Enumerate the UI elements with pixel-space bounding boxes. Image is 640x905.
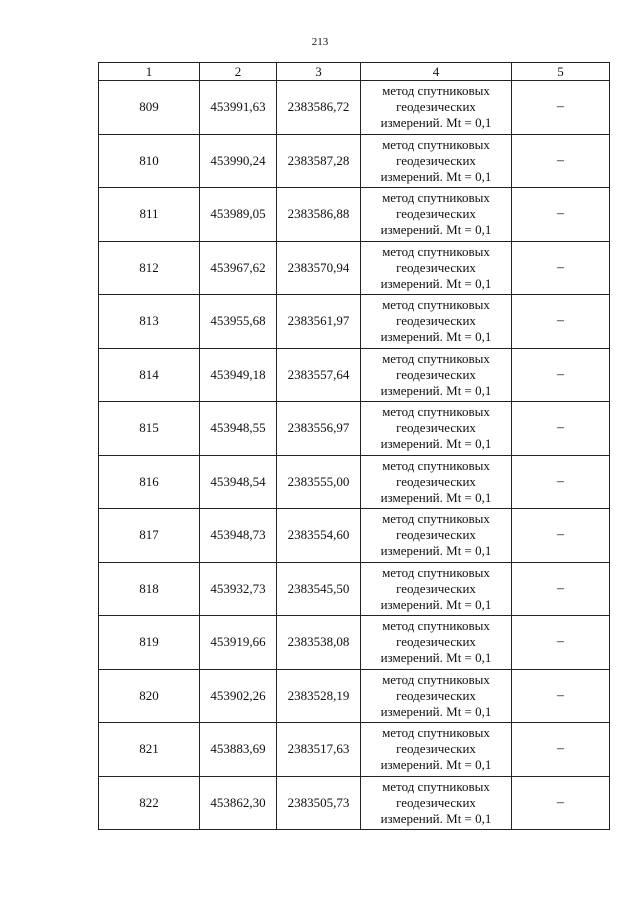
note-cell: –: [512, 348, 610, 402]
table-row: [99, 81, 610, 135]
x-coordinate-cell: 453862,30: [200, 776, 277, 830]
point-number-cell: 815: [99, 402, 200, 456]
method-cell: [361, 616, 512, 670]
y-coordinate-cell: 2383528,19: [277, 669, 361, 723]
method-line: измерений. Mt = 0,1: [380, 329, 492, 345]
y-coordinate-cell: 2383556,97: [277, 402, 361, 456]
point-number-cell: 816: [99, 455, 200, 509]
y-coordinate-cell: 2383538,08: [277, 616, 361, 670]
table-row: [99, 188, 610, 242]
table-row: [99, 723, 610, 777]
note-cell: –: [512, 616, 610, 670]
method-cell: [361, 562, 512, 616]
x-coordinate-cell: 453989,05: [200, 188, 277, 242]
method-line: метод спутниковых: [382, 297, 490, 313]
note-cell: –: [512, 455, 610, 509]
y-coordinate-cell: 2383517,63: [277, 723, 361, 777]
method-line: метод спутниковых: [382, 511, 490, 527]
column-header-4: 4: [361, 63, 512, 81]
method-line: измерений. Mt = 0,1: [380, 810, 492, 826]
table-row: [99, 402, 610, 456]
method-line: измерений. Mt = 0,1: [380, 275, 492, 291]
method-line: геодезических: [396, 687, 476, 703]
method-line: метод спутниковых: [382, 564, 490, 580]
table-row: [99, 616, 610, 670]
point-number-cell: 818: [99, 562, 200, 616]
column-header-1: 1: [99, 63, 200, 81]
note-cell: –: [512, 776, 610, 830]
method-line: геодезических: [396, 527, 476, 543]
table-row: [99, 509, 610, 563]
method-cell: [361, 348, 512, 402]
method-line: измерений. Mt = 0,1: [380, 703, 492, 719]
method-line: метод спутниковых: [382, 190, 490, 206]
method-line: метод спутниковых: [382, 618, 490, 634]
note-cell: –: [512, 295, 610, 349]
method-cell: [361, 188, 512, 242]
method-line: измерений. Mt = 0,1: [380, 757, 492, 773]
method-line: измерений. Mt = 0,1: [380, 543, 492, 559]
method-cell: [361, 455, 512, 509]
method-line: геодезических: [396, 794, 476, 810]
point-number-cell: 813: [99, 295, 200, 349]
method-line: геодезических: [396, 313, 476, 329]
point-number-cell: 820: [99, 669, 200, 723]
point-number-cell: 817: [99, 509, 200, 563]
method-line: геодезических: [396, 473, 476, 489]
method-line: геодезических: [396, 634, 476, 650]
y-coordinate-cell: 2383555,00: [277, 455, 361, 509]
y-coordinate-cell: 2383557,64: [277, 348, 361, 402]
method-line: измерений. Mt = 0,1: [380, 436, 492, 452]
method-line: измерений. Mt = 0,1: [380, 382, 492, 398]
method-line: метод спутниковых: [382, 671, 490, 687]
method-line: измерений. Mt = 0,1: [380, 168, 492, 184]
method-line: метод спутниковых: [382, 778, 490, 794]
page-number: 213: [311, 36, 329, 48]
column-header-2: 2: [200, 63, 277, 81]
method-line: измерений. Mt = 0,1: [380, 115, 492, 131]
x-coordinate-cell: 453919,66: [200, 616, 277, 670]
x-coordinate-cell: 453949,18: [200, 348, 277, 402]
point-number-cell: 822: [99, 776, 200, 830]
y-coordinate-cell: 2383570,94: [277, 241, 361, 295]
table-header-row: [99, 63, 610, 81]
point-number-cell: 809: [99, 81, 200, 135]
x-coordinate-cell: 453955,68: [200, 295, 277, 349]
note-cell: –: [512, 723, 610, 777]
method-line: метод спутниковых: [382, 83, 490, 99]
method-cell: [361, 669, 512, 723]
method-cell: [361, 81, 512, 135]
method-line: измерений. Mt = 0,1: [380, 596, 492, 612]
method-line: геодезических: [396, 420, 476, 436]
table-row: [99, 455, 610, 509]
method-line: измерений. Mt = 0,1: [380, 650, 492, 666]
method-line: геодезических: [396, 259, 476, 275]
x-coordinate-cell: 453991,63: [200, 81, 277, 135]
method-line: измерений. Mt = 0,1: [380, 489, 492, 505]
note-cell: –: [512, 402, 610, 456]
method-cell: [361, 134, 512, 188]
y-coordinate-cell: 2383554,60: [277, 509, 361, 563]
method-cell: [361, 509, 512, 563]
point-number-cell: 810: [99, 134, 200, 188]
x-coordinate-cell: 453967,62: [200, 241, 277, 295]
x-coordinate-cell: 453932,73: [200, 562, 277, 616]
coordinates-table: [98, 62, 610, 830]
y-coordinate-cell: 2383587,28: [277, 134, 361, 188]
note-cell: –: [512, 562, 610, 616]
method-line: метод спутниковых: [382, 457, 490, 473]
table-row: [99, 776, 610, 830]
method-cell: [361, 241, 512, 295]
method-cell: [361, 776, 512, 830]
note-cell: –: [512, 134, 610, 188]
y-coordinate-cell: 2383561,97: [277, 295, 361, 349]
table-row: [99, 295, 610, 349]
x-coordinate-cell: 453902,26: [200, 669, 277, 723]
method-line: измерений. Mt = 0,1: [380, 222, 492, 238]
x-coordinate-cell: 453948,54: [200, 455, 277, 509]
method-line: геодезических: [396, 99, 476, 115]
method-line: геодезических: [396, 206, 476, 222]
y-coordinate-cell: 2383586,72: [277, 81, 361, 135]
note-cell: –: [512, 188, 610, 242]
x-coordinate-cell: 453948,55: [200, 402, 277, 456]
method-cell: [361, 723, 512, 777]
column-header-5: 5: [512, 63, 610, 81]
point-number-cell: 814: [99, 348, 200, 402]
note-cell: –: [512, 669, 610, 723]
method-line: метод спутниковых: [382, 350, 490, 366]
y-coordinate-cell: 2383586,88: [277, 188, 361, 242]
table-row: [99, 134, 610, 188]
note-cell: –: [512, 509, 610, 563]
note-cell: –: [512, 241, 610, 295]
table-row: [99, 241, 610, 295]
x-coordinate-cell: 453948,73: [200, 509, 277, 563]
point-number-cell: 819: [99, 616, 200, 670]
table-row: [99, 348, 610, 402]
point-number-cell: 821: [99, 723, 200, 777]
point-number-cell: 811: [99, 188, 200, 242]
method-line: геодезических: [396, 152, 476, 168]
method-line: метод спутниковых: [382, 404, 490, 420]
method-cell: [361, 402, 512, 456]
method-cell: [361, 295, 512, 349]
method-line: метод спутниковых: [382, 136, 490, 152]
point-number-cell: 812: [99, 241, 200, 295]
y-coordinate-cell: 2383505,73: [277, 776, 361, 830]
method-line: метод спутниковых: [382, 243, 490, 259]
column-header-3: 3: [277, 63, 361, 81]
method-line: геодезических: [396, 366, 476, 382]
x-coordinate-cell: 453883,69: [200, 723, 277, 777]
x-coordinate-cell: 453990,24: [200, 134, 277, 188]
method-line: геодезических: [396, 741, 476, 757]
note-cell: –: [512, 81, 610, 135]
y-coordinate-cell: 2383545,50: [277, 562, 361, 616]
table-row: [99, 669, 610, 723]
method-line: метод спутниковых: [382, 725, 490, 741]
method-line: геодезических: [396, 580, 476, 596]
table-row: [99, 562, 610, 616]
